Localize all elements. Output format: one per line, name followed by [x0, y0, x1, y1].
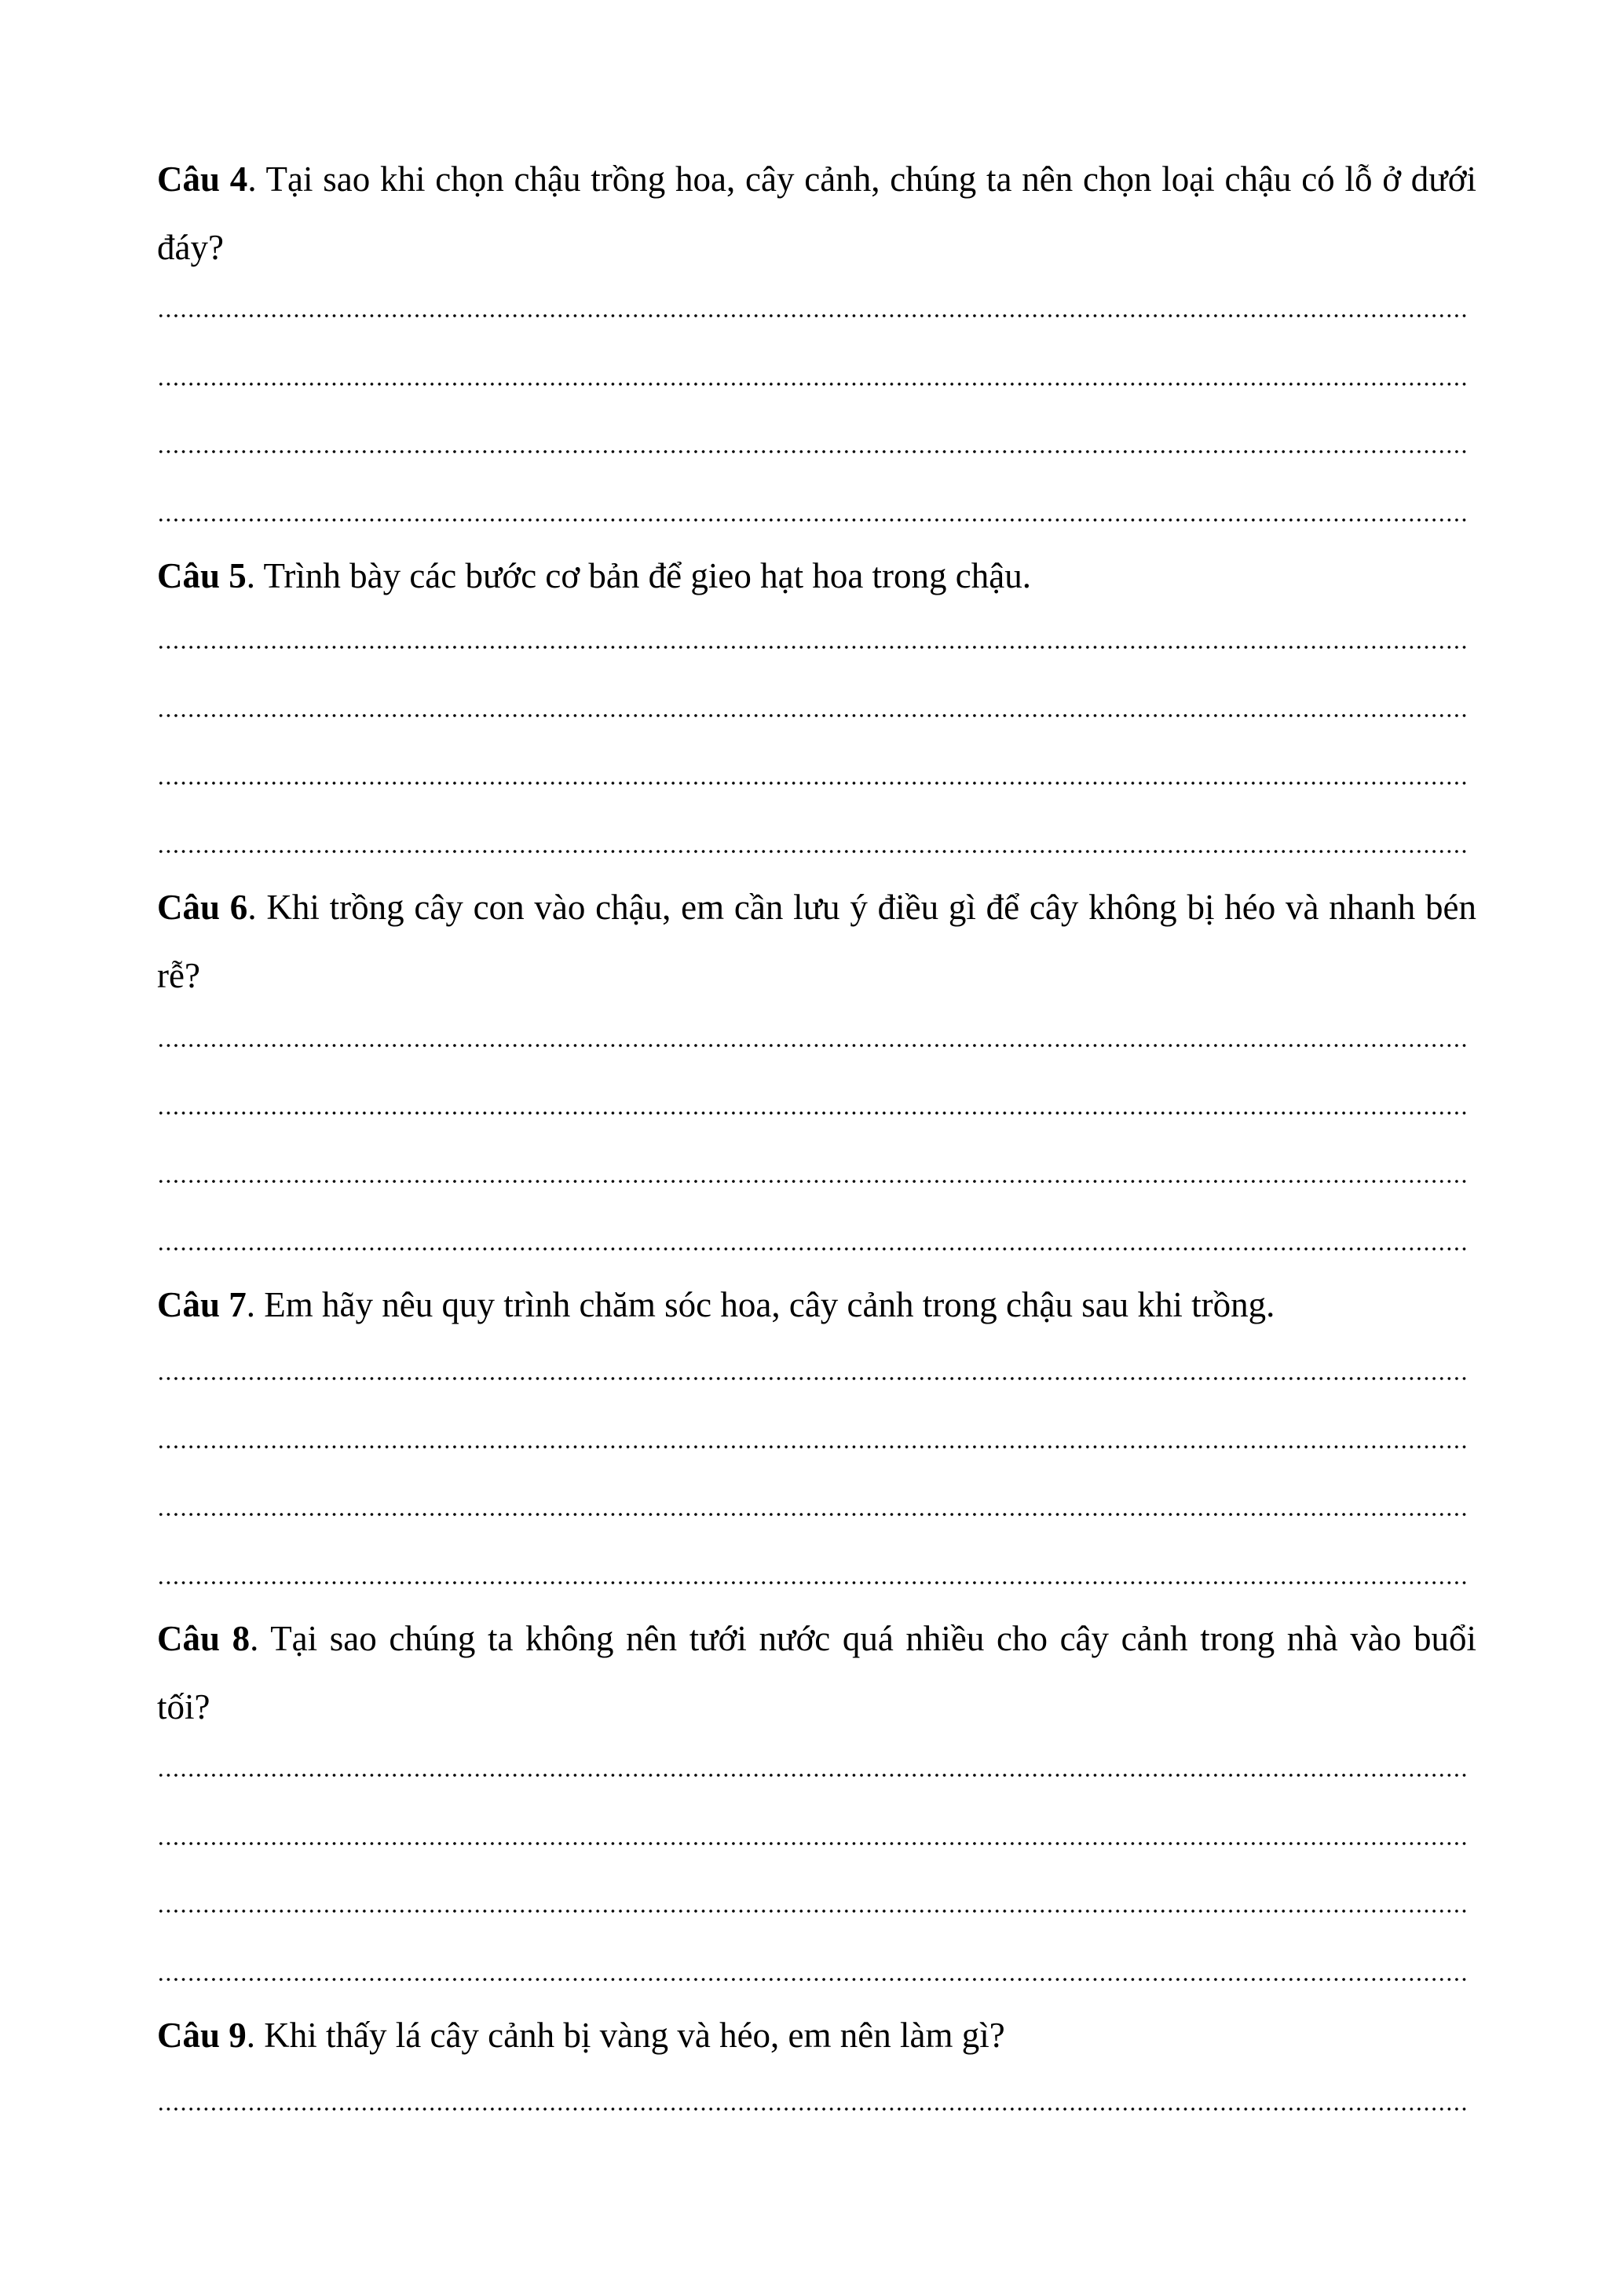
- answer-line[interactable]: [157, 1910, 1467, 1913]
- question-text: . Khi trồng cây con vào chậu, em cần lưu ý điều gì để cây không bị héo và nhanh bén rễ?: [157, 888, 1476, 995]
- answer-line[interactable]: [157, 1774, 1467, 1777]
- question-number: Câu 5: [157, 556, 247, 595]
- answer-line[interactable]: [157, 1111, 1467, 1115]
- question-5: [157, 542, 1476, 610]
- question-6: [157, 873, 1476, 1010]
- answer-line[interactable]: [157, 450, 1467, 453]
- answer-line[interactable]: [157, 850, 1467, 853]
- question-number: Câu 4: [157, 159, 248, 199]
- answer-line[interactable]: [157, 1247, 1467, 1251]
- question-text: . Tại sao chúng ta không nên tưới nước quá nhiều cho cây cảnh trong nhà vào buổi tối?: [157, 1619, 1476, 1727]
- question-text: . Em hãy nêu quy trình chăm sóc hoa, cây cảnh trong chậu sau khi trồng.: [246, 1285, 1275, 1324]
- answer-line[interactable]: [157, 1978, 1467, 1981]
- answer-line[interactable]: [157, 2107, 1467, 2111]
- answer-line[interactable]: [157, 646, 1467, 649]
- answer-line[interactable]: [157, 1044, 1467, 1047]
- answer-line[interactable]: [157, 1581, 1467, 1584]
- question-7: [157, 1271, 1476, 1339]
- question-text: . Trình bày các bước cơ bản để gieo hạt hoa trong chậu.: [246, 556, 1031, 595]
- answer-line[interactable]: [157, 782, 1467, 785]
- question-9: [157, 2001, 1476, 2070]
- question-number: Câu 9: [157, 2016, 247, 2055]
- answer-line[interactable]: [157, 518, 1467, 522]
- answer-line[interactable]: [157, 1377, 1467, 1380]
- answer-line[interactable]: [157, 314, 1467, 317]
- answer-line[interactable]: [157, 1513, 1467, 1516]
- answer-line[interactable]: [157, 1180, 1467, 1183]
- answer-line[interactable]: [157, 1445, 1467, 1448]
- answer-line[interactable]: [157, 714, 1467, 717]
- question-8: [157, 1605, 1476, 1741]
- question-text: . Tại sao khi chọn chậu trồng hoa, cây cảnh, chúng ta nên chọn loại chậu có lỗ ở dưới đáy?: [157, 159, 1476, 267]
- answer-line[interactable]: [157, 1842, 1467, 1845]
- answer-line[interactable]: [157, 383, 1467, 386]
- question-number: Câu 6: [157, 888, 248, 927]
- question-number: Câu 8: [157, 1619, 251, 1658]
- question-text: . Khi thấy lá cây cảnh bị vàng và héo, em nên làm gì?: [246, 2016, 1005, 2055]
- question-number: Câu 7: [157, 1285, 247, 1324]
- question-4: [157, 145, 1476, 282]
